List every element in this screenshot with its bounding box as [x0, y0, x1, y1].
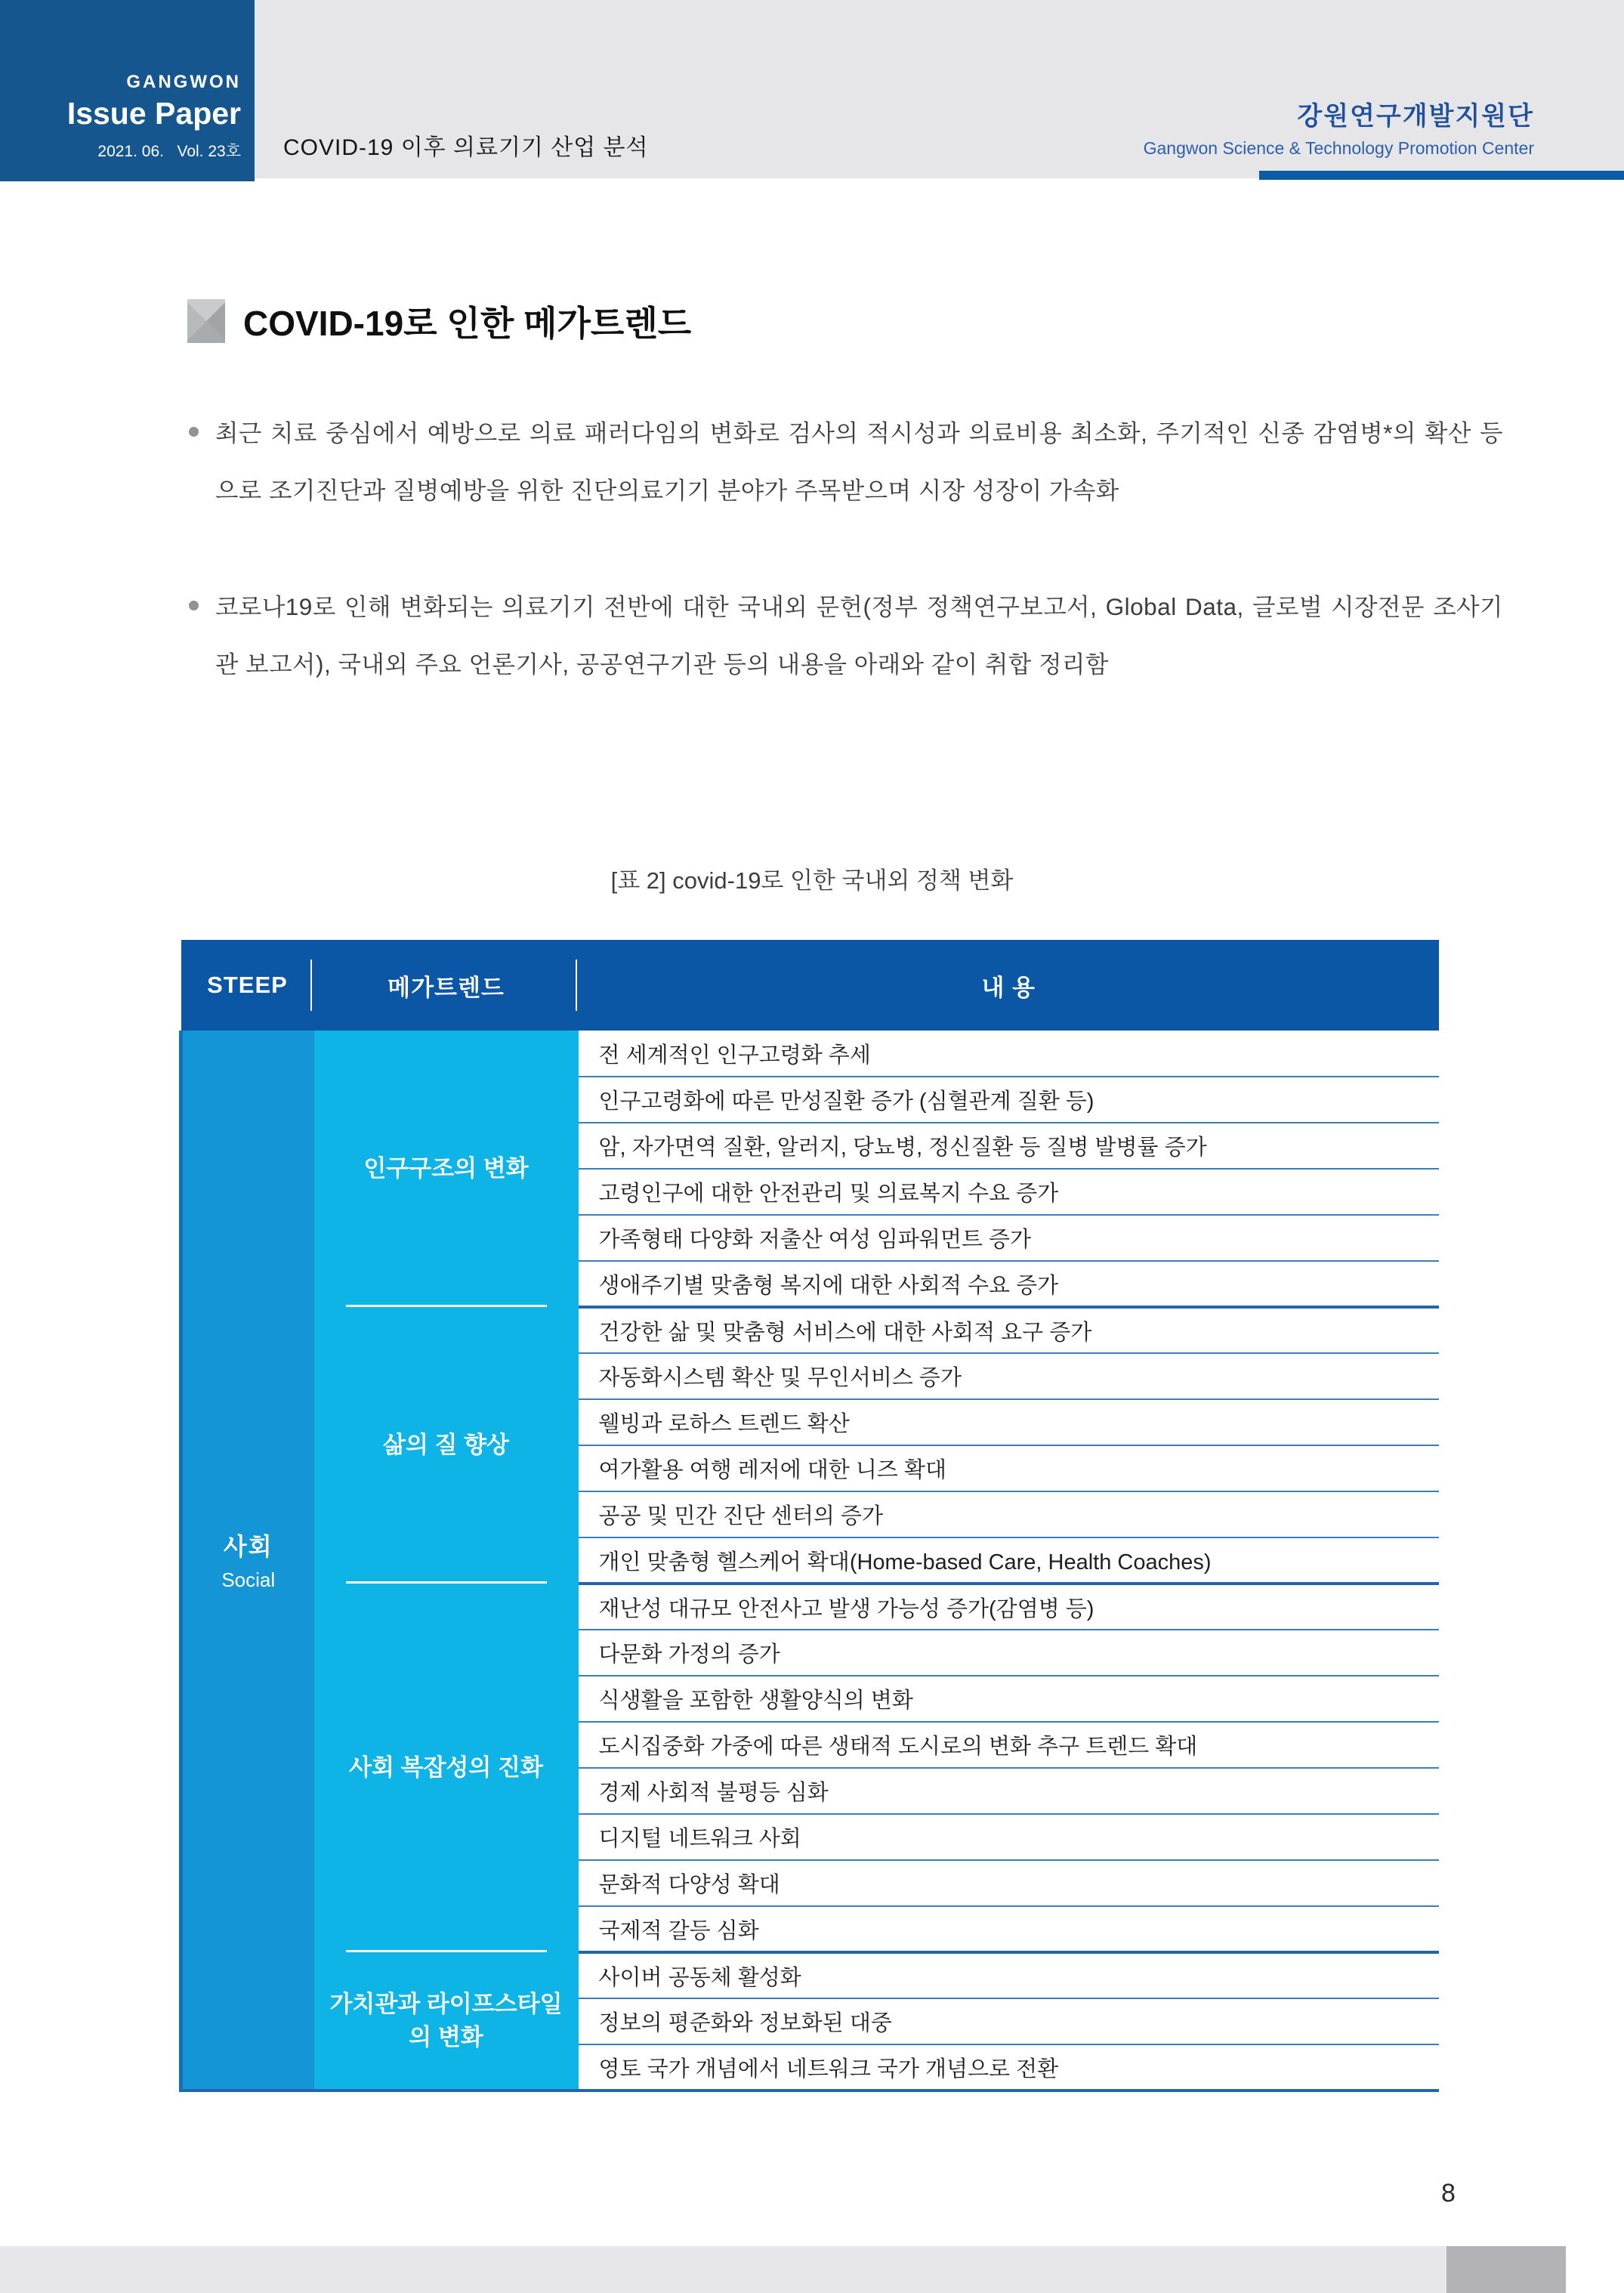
- bullet-icon: [189, 601, 199, 610]
- megatrend-label: 인구구조의 변화: [363, 1155, 529, 1182]
- steep-cell-social: [181, 1031, 314, 2091]
- table-cell-content: 도시집중화 가중에 따른 생태적 도시로의 변화 추구 트렌드 확대: [579, 1722, 1440, 1768]
- table-cell-content: 국제적 갈등 심화: [579, 1906, 1440, 1952]
- bullet-icon: [189, 427, 199, 437]
- table-cell-content: 인구고령화에 따른 만성질환 증가 (심혈관계 질환 등): [579, 1077, 1440, 1123]
- table-cell-content: 재난성 대규모 안전사고 발생 가능성 증가(감염병 등): [579, 1584, 1440, 1630]
- table-cell-content: 여가활용 여행 레저에 대한 니즈 확대: [579, 1445, 1440, 1491]
- table-cell-content: 영토 국가 개념에서 네트워크 국가 개념으로 전환: [579, 2044, 1440, 2091]
- page-number: 8: [1441, 2179, 1456, 2208]
- issue-paper-logo: [0, 0, 255, 181]
- footer-strip-dark: [1446, 2246, 1566, 2293]
- table-cell-content: 디지털 네트워크 사회: [579, 1814, 1440, 1860]
- org-block: [1144, 95, 1534, 159]
- megatrend-label: 가치관과 라이프스타일의 변화: [329, 1990, 563, 2050]
- bullet-text: 코로나19로 인해 변화되는 의료기기 전반에 대한 국내외 문헌(정부 정책연구보고서, Global Data, 글로벌 시장전문 조사기관 보고서), 국내외 주요 언론기사, 공공연구기관 등의 내용을 아래와 같이 취합 정리함: [215, 593, 1503, 678]
- header-accent-bar: [1259, 171, 1624, 180]
- bullet-text: 최근 치료 중심에서 예방으로 의료 패러다임의 변화로 검사의 적시성과 의료비용 최소화, 주기적인 신종 감염병*의 확산 등으로 조기진단과 질병예방을 위한 진단의료기기 분야가 주목받으며 시장 성장이 가속화: [215, 419, 1503, 504]
- table-cell-content: 웰빙과 로하스 트렌드 확산: [579, 1399, 1440, 1445]
- bullet-list: [189, 404, 1503, 752]
- column-header-megatrend: 메가트렌드: [314, 940, 579, 1031]
- column-header-content: 내 용: [579, 940, 1440, 1031]
- header-column-divider: [310, 960, 312, 1011]
- megatrend-cell: [314, 1952, 579, 2091]
- section-marker-icon: [187, 299, 225, 343]
- table-cell-content: 생애주기별 맞춤형 복지에 대한 사회적 수요 증가: [579, 1261, 1440, 1307]
- table-cell-content: 고령인구에 대한 안전관리 및 의료복지 수요 증가: [579, 1169, 1440, 1215]
- table-cell-content: 문화적 다양성 확대: [579, 1860, 1440, 1906]
- logo-issue-paper-text: Issue Paper: [66, 96, 241, 131]
- list-item: [189, 578, 1503, 693]
- megatrend-label: 삶의 질 향상: [383, 1432, 509, 1458]
- table-row: [181, 1952, 1440, 1998]
- megatrend-cell: [314, 1307, 579, 1584]
- table-cell-content: 전 세계적인 인구고령화 추세: [579, 1031, 1440, 1077]
- table-row: [181, 1307, 1440, 1353]
- table-cell-content: 공공 및 민간 진단 센터의 증가: [579, 1491, 1440, 1537]
- logo-gangwon-text: GANGWON: [126, 72, 241, 92]
- org-name-korean: 강원연구개발지원단: [1297, 102, 1534, 131]
- table-cell-content: 정보의 평준화와 정보화된 대중: [579, 1998, 1440, 2044]
- table-cell-content: 건강한 삶 및 맞춤형 서비스에 대한 사회적 요구 증가: [579, 1307, 1440, 1353]
- table-header-row: [181, 940, 1440, 1031]
- table-cell-content: 암, 자가면역 질환, 알러지, 당뇨병, 정신질환 등 질병 발병률 증가: [579, 1123, 1440, 1169]
- table-cell-content: 개인 맞춤형 헬스케어 확대(Home-based Care, Health Coaches): [579, 1537, 1440, 1584]
- policy-table-body: [181, 1031, 1440, 2091]
- policy-table: [179, 940, 1439, 2092]
- section-title-row: [187, 296, 691, 346]
- megatrend-cell: [314, 1031, 579, 1307]
- table-cell-content: 자동화시스템 확산 및 무인서비스 증가: [579, 1353, 1440, 1399]
- table-cell-content: 가족형태 다양화 저출산 여성 임파워먼트 증가: [579, 1215, 1440, 1261]
- document-title: COVID-19 이후 의료기기 산업 분석: [283, 135, 649, 160]
- steep-label-english: Social: [221, 1568, 276, 1591]
- table-row: [181, 1584, 1440, 1630]
- logo-volume-text: 2021. 06. Vol. 23호: [97, 143, 241, 160]
- table-cell-content: 식생활을 포함한 생활양식의 변화: [579, 1676, 1440, 1722]
- megatrend-label: 사회 복잡성의 진화: [349, 1754, 543, 1781]
- list-item: [189, 404, 1503, 519]
- column-header-steep: STEEP: [181, 940, 314, 1031]
- section-title: COVID-19로 인한 메가트렌드: [243, 304, 692, 343]
- steep-label-korean: 사회: [223, 1533, 273, 1560]
- footer-strip-light: [0, 2246, 1446, 2293]
- megatrend-cell: [314, 1584, 579, 1952]
- org-name-english: Gangwon Science & Technology Promotion Center: [1143, 138, 1534, 158]
- table-cell-content: 경제 사회적 불평등 심화: [579, 1768, 1440, 1814]
- table-cell-content: 사이버 공동체 활성화: [579, 1952, 1440, 1998]
- header-column-divider: [576, 960, 577, 1011]
- table-row: [181, 1031, 1440, 1077]
- table-caption: [표 2] covid-19로 인한 국내외 정책 변화: [610, 867, 1014, 894]
- table-cell-content: 다문화 가정의 증가: [579, 1630, 1440, 1676]
